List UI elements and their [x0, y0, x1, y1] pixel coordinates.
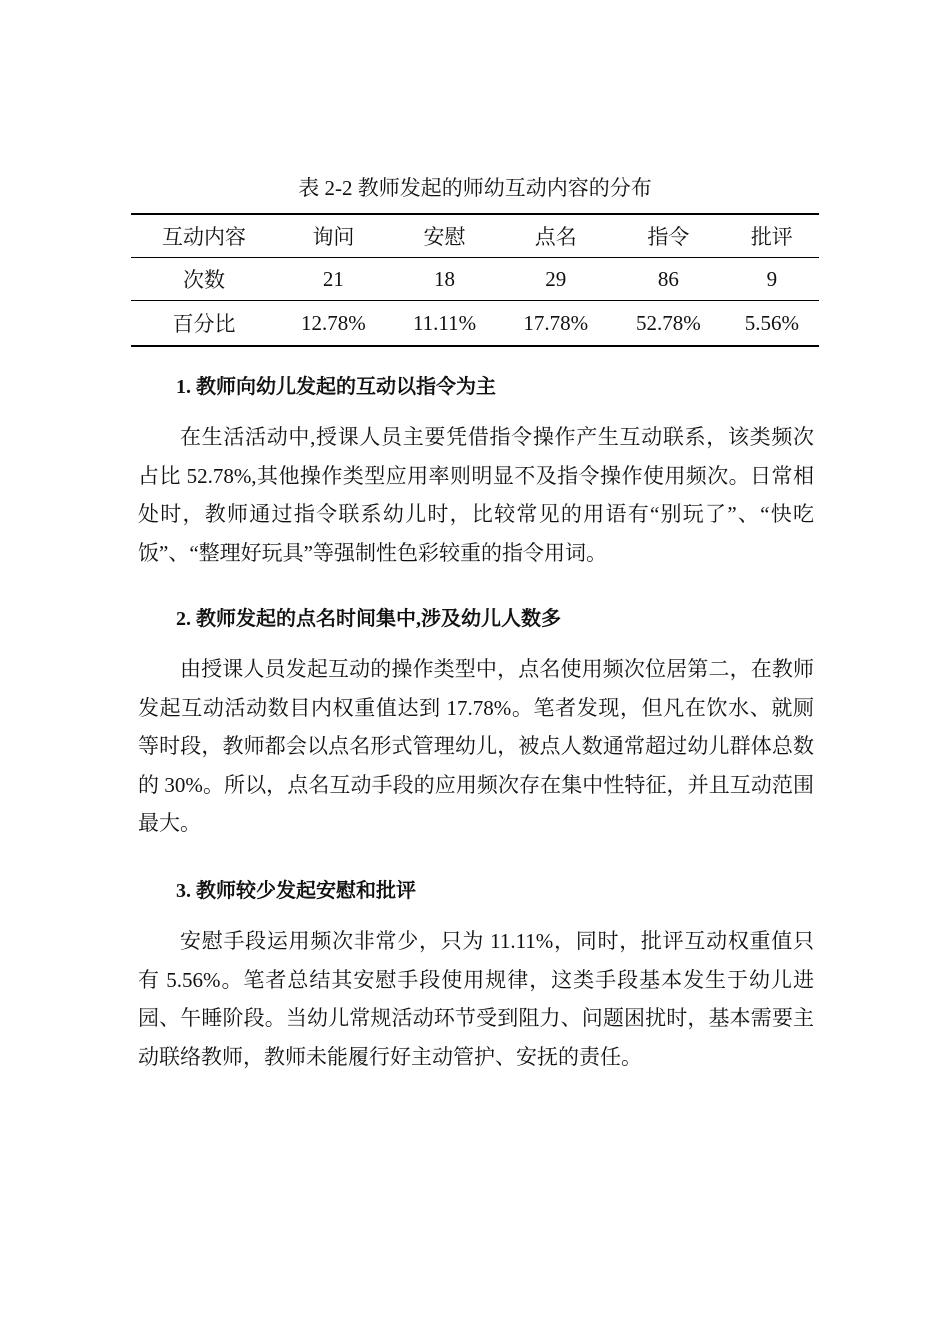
table-header-cell: 点名 — [499, 214, 612, 258]
table-header-row — [131, 214, 819, 258]
section-heading: 3. 教师较少发起安慰和批评 — [176, 880, 416, 902]
table-row — [131, 258, 819, 301]
table-header-cell: 指令 — [612, 214, 725, 258]
table-cell: 9 — [725, 258, 819, 301]
table-cell: 12.78% — [277, 301, 390, 347]
table-header-cell: 询问 — [277, 214, 390, 258]
section-paragraph: 安慰手段运用频次非常少，只为 11.11%，同时，批评互动权重值只有 5.56%。笔者总结其安慰手段使用规律，这类手段基本发生于幼儿进园、午睡阶段。当幼儿常规活动环节受到阻力、问题困扰时，基本需要主动联络教师，教师未能履行好主动管护、安抚的责任。 — [138, 929, 814, 1069]
table-cell: 52.78% — [612, 301, 725, 347]
table-header-cell: 批评 — [725, 214, 819, 258]
table-caption: 表 2-2 教师发起的师幼互动内容的分布 — [298, 176, 652, 200]
table-cell: 86 — [612, 258, 725, 301]
section-paragraph: 在生活活动中,授课人员主要凭借指令操作产生互动联系，该类频次占比 52.78%,其他操作类型应用率则明显不及指令操作使用频次。日常相处时，教师通过指令联系幼儿时，比较常见的用语有“别玩了”、“快吃饭”、“整理好玩具”等强制性色彩较重的指令用词。 — [138, 425, 814, 565]
table-header-cell: 互动内容 — [131, 214, 277, 258]
table-cell: 百分比 — [131, 301, 277, 347]
distribution-table — [131, 213, 819, 347]
table-header-cell: 安慰 — [390, 214, 500, 258]
table-cell: 29 — [499, 258, 612, 301]
section-heading: 1. 教师向幼儿发起的互动以指令为主 — [176, 376, 496, 398]
section-heading: 2. 教师发起的点名时间集中,涉及幼儿人数多 — [176, 608, 561, 630]
table-row — [131, 301, 819, 347]
table-cell: 11.11% — [390, 301, 500, 347]
table-cell: 17.78% — [499, 301, 612, 347]
table-cell: 21 — [277, 258, 390, 301]
table-cell: 18 — [390, 258, 500, 301]
table-cell: 5.56% — [725, 301, 819, 347]
table-cell: 次数 — [131, 258, 277, 301]
section-paragraph: 由授课人员发起互动的操作类型中，点名使用频次位居第二，在教师发起互动活动数目内权重值达到 17.78%。笔者发现，但凡在饮水、就厕等时段，教师都会以点名形式管理幼儿，被点人数通常超过幼儿群体总数的 30%。所以，点名互动手段的应用频次存在集中性特征，并且互动范围最大。 — [138, 657, 814, 835]
